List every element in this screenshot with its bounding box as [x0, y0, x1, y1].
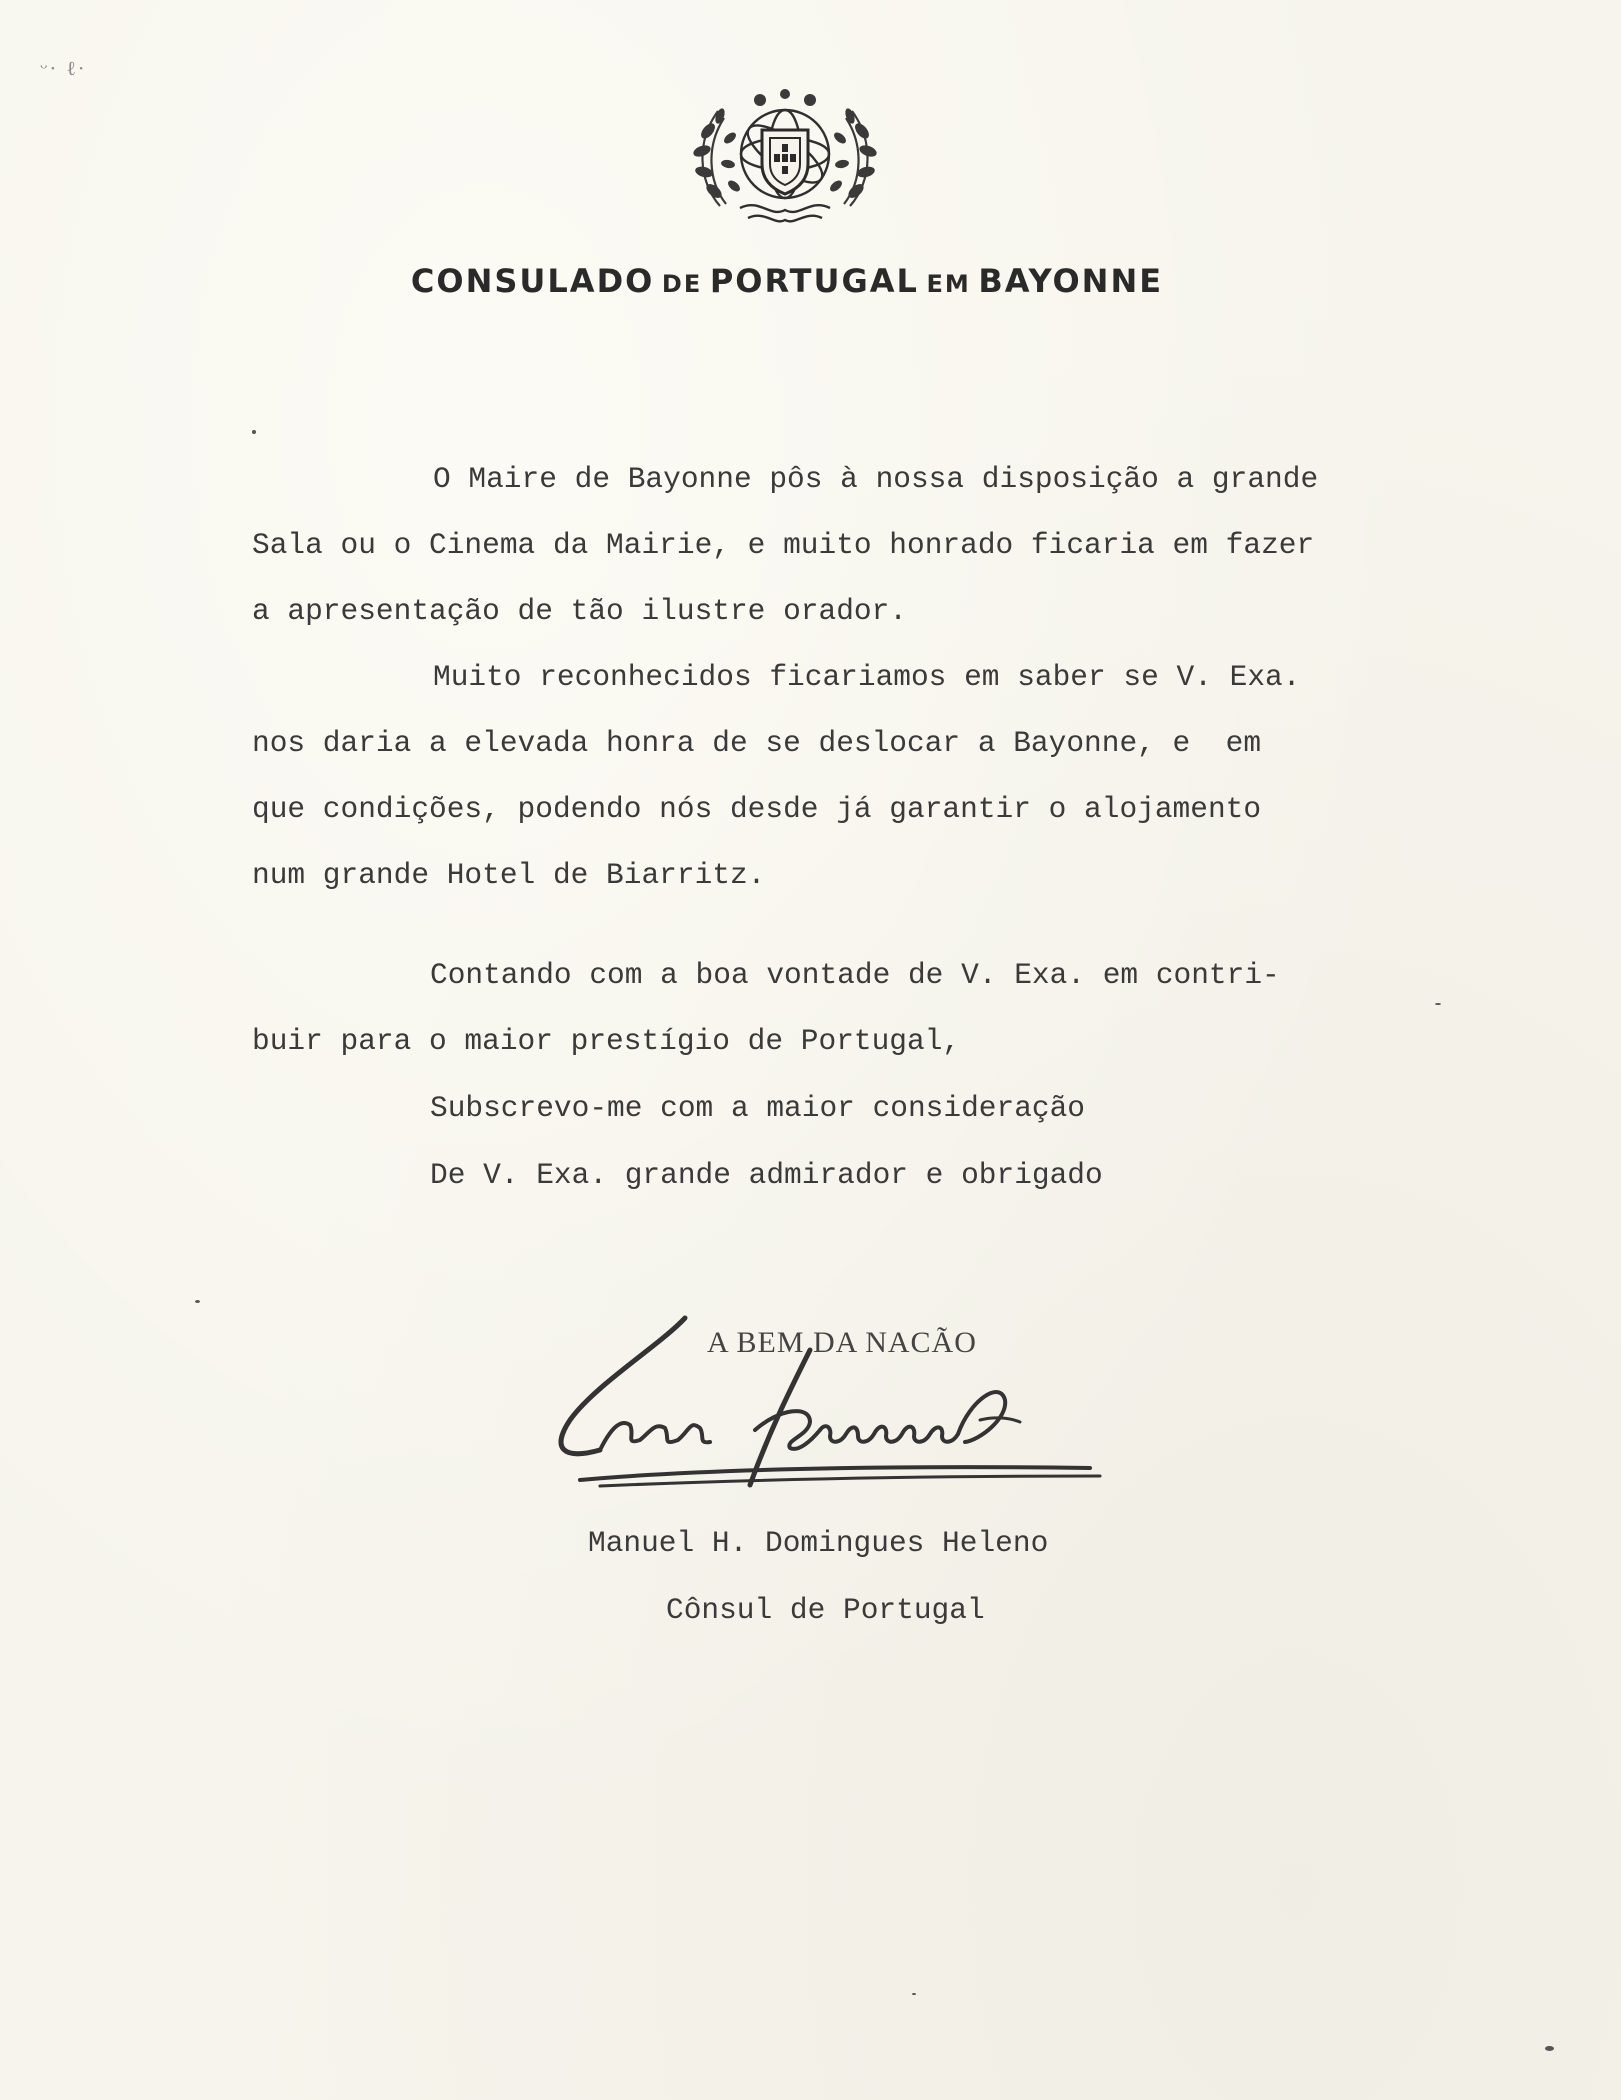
- body-line: O Maire de Bayonne pôs à nossa disposição a grande: [433, 462, 1319, 496]
- paper-speck: [1435, 1003, 1441, 1005]
- letterhead-title: [0, 262, 1574, 300]
- body-line: Subscrevo-me com a maior consideração: [430, 1091, 1086, 1125]
- portugal-coat-of-arms-icon: [690, 86, 880, 231]
- letterhead-word: EM: [926, 270, 971, 298]
- letterhead-word: CONSULADO: [410, 262, 655, 300]
- handwritten-corner-mark: ᵕ· ℓ·: [40, 56, 87, 80]
- paper-speck: [1545, 2046, 1554, 2051]
- paper-speck: [195, 1300, 200, 1303]
- signer-title: Cônsul de Portugal: [666, 1593, 985, 1627]
- letterhead-word: BAYONNE: [978, 262, 1164, 300]
- closing-formula: A BEM DA NACÃO: [707, 1326, 977, 1359]
- body-line: Sala ou o Cinema da Mairie, e muito honrado ficaria em fazer: [252, 528, 1315, 562]
- body-line: Contando com a boa vontade de V. Exa. em contri-: [430, 958, 1280, 992]
- letterhead-word: DE: [661, 270, 703, 298]
- letterhead-word: PORTUGAL: [709, 262, 919, 300]
- body-line: que condições, podendo nós desde já garantir o alojamento: [252, 792, 1262, 826]
- body-line: nos daria a elevada honra de se deslocar a Bayonne, e em: [252, 726, 1262, 760]
- body-line: De V. Exa. grande admirador e obrigado: [430, 1158, 1103, 1192]
- body-line: a apresentação de tão ilustre orador.: [252, 594, 908, 628]
- paper-speck: [252, 430, 256, 434]
- handwritten-signature: [540, 1310, 1140, 1500]
- body-line: num grande Hotel de Biarritz.: [252, 858, 766, 892]
- body-line: buir para o maior prestígio de Portugal,: [252, 1024, 961, 1058]
- signer-name: Manuel H. Domingues Heleno: [588, 1526, 1049, 1560]
- body-line: Muito reconhecidos ficariamos em saber se V. Exa.: [433, 660, 1301, 694]
- paper-speck: [912, 1993, 916, 1995]
